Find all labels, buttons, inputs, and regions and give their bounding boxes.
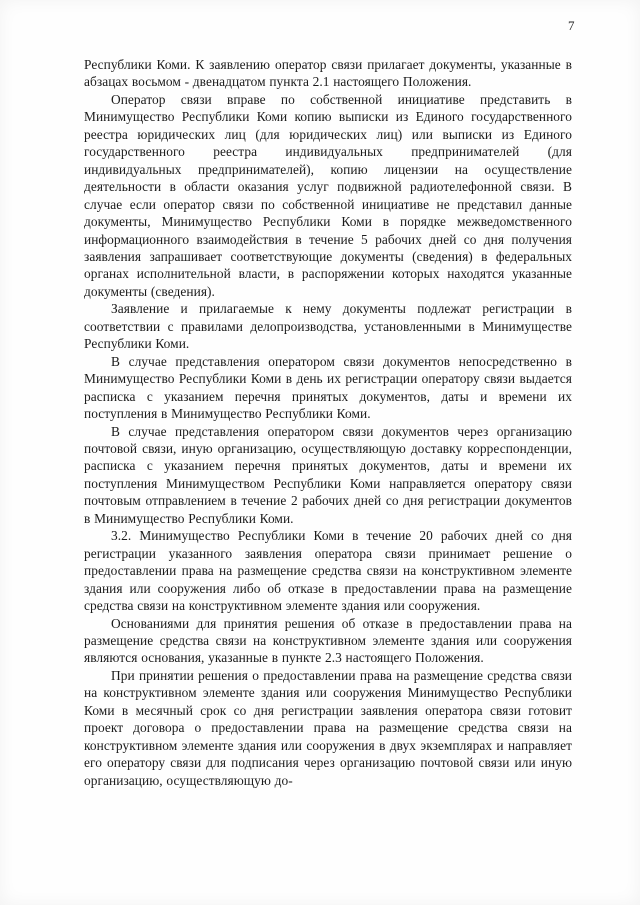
paragraph-continuation: Республики Коми. К заявлению оператор связи прилагает документы, указанные в абзацах восьмом - двенадцатом пункта 2.1 настоящего Положения. [84, 57, 572, 90]
paragraph: Оператор связи вправе по собственной инициативе представить в Минимущество Республики Коми копию выписки из Единого государственного реестра юридических лиц (для юридических лиц) или выписки из Единого государственного реестра индивидуальных предпринимателей (для индивидуальных предпринимателей), копию лицензии на осуществление деятельности в области оказания услуг подвижной радиотелефонной связи. В случае если оператор связи по собственной инициативе не представил данные документы, Минимущество Республики Коми в порядке межведомственного информационного взаимодействия в течение 5 рабочих дней со дня получения заявления запрашивает соответствующие документы (сведения) в федеральных органах исполнительной власти, в распоряжении которых находятся указанные документы (сведения). [84, 91, 572, 299]
paragraph: В случае представления оператором связи документов через организацию почтовой связи, иную организацию, осуществляющую доставку корреспонденции, расписка с указанием перечня принятых документов, даты и времени их поступления Минимуществом Республики Коми направляется оператору связи почтовым отправлением в течение 2 рабочих дней со дня регистрации документов в Минимущество Республики Коми. [84, 423, 572, 526]
paragraph: Заявление и прилагаемые к нему документы подлежат регистрации в соответствии с правилами делопроизводства, установленными в Минимуществе Республики Коми. [84, 301, 572, 352]
paragraph-section-3-2: 3.2. Минимущество Республики Коми в течение 20 рабочих дней со дня регистрации указанного заявления оператора связи принимает решение о предоставлении права на размещение средства связи на конструктивном элементе здания или сооружения либо об отказе в предоставлении права на размещение средства связи на конструктивном элементе здания или сооружения. [84, 528, 572, 614]
document-text-block [84, 56, 572, 789]
paragraph: При принятии решения о предоставлении права на размещение средства связи на конструктивном элементе здания или сооружения Минимущество Республики Коми в месячный срок со дня регистрации заявления оператора связи готовит проект договора о предоставлении права на размещение средства связи на конструктивном элементе здания или сооружения в двух экземплярах и направляет его оператору связи для подписания через организацию почтовой связи или иную организацию, осуществляющую до- [84, 667, 572, 788]
page-number: 7 [568, 18, 575, 33]
paragraph: В случае представления оператором связи документов непосредственно в Минимущество Республики Коми в день их регистрации оператору связи выдается расписка с указанием перечня принятых документов, даты и времени их поступления в Минимущество Республики Коми. [84, 353, 572, 422]
paragraph: Основаниями для принятия решения об отказе в предоставлении права на размещение средства связи на конструктивном элементе здания или сооружения являются основания, указанные в пункте 2.3 настоящего Положения. [84, 615, 572, 666]
